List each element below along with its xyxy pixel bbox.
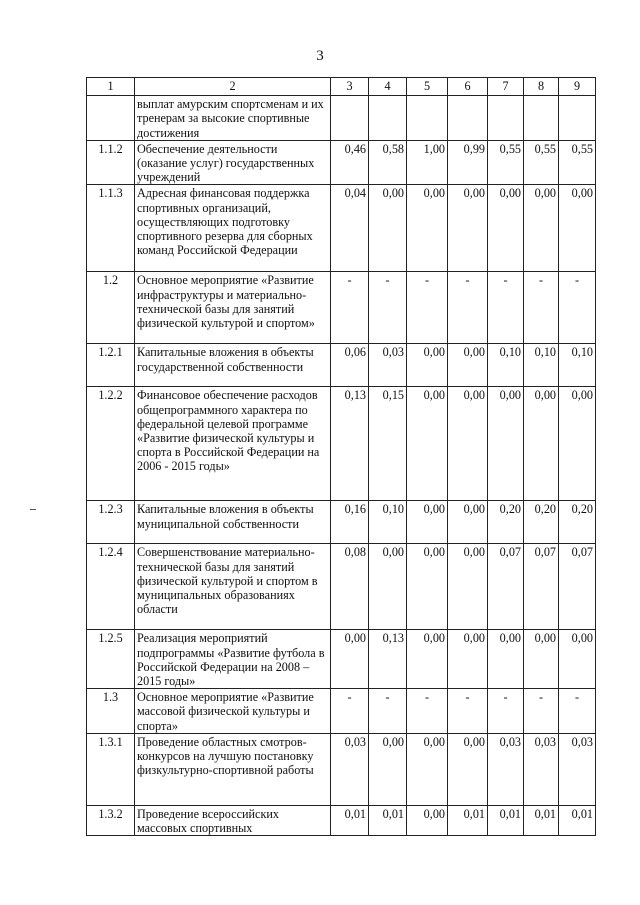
value-cell: 0,16: [331, 501, 369, 544]
value-cell: [488, 96, 524, 141]
value-cell: 0,01: [448, 805, 488, 835]
value-cell: 0,15: [369, 387, 407, 501]
value-cell: 0,00: [369, 544, 407, 630]
value-cell: 0,00: [448, 185, 488, 272]
header-cell: 4: [369, 78, 407, 96]
value-cell: 0,00: [407, 630, 448, 689]
row-name-cell: Капитальные вложения в объекты муниципальной собственности: [135, 501, 331, 544]
value-cell: 0,55: [488, 140, 524, 185]
value-cell: -: [488, 689, 524, 734]
row-name-cell: Совершенствование материально-технической базы для занятий физической культурой и спортом в муниципальных образованиях области: [135, 544, 331, 630]
row-number-cell: 1.2.4: [87, 544, 135, 630]
value-cell: 0,20: [559, 501, 596, 544]
value-cell: 0,00: [407, 501, 448, 544]
value-cell: 0,00: [407, 733, 448, 805]
value-cell: 0,03: [488, 733, 524, 805]
value-cell: -: [448, 689, 488, 734]
value-cell: -: [448, 272, 488, 344]
value-cell: 0,03: [369, 344, 407, 387]
row-number-cell: 1.2.5: [87, 630, 135, 689]
value-cell: 0,03: [331, 733, 369, 805]
margin-mark: [30, 509, 36, 510]
value-cell: 0,00: [488, 630, 524, 689]
value-cell: 0,10: [369, 501, 407, 544]
row-number-cell: 1.3: [87, 689, 135, 734]
row-name-cell: выплат амурским спортсменам и их тренерам за высокие спортивные достижения: [135, 96, 331, 141]
table-row: [87, 544, 596, 630]
value-cell: [559, 96, 596, 141]
value-cell: [331, 96, 369, 141]
value-cell: -: [369, 689, 407, 734]
value-cell: 0,00: [524, 630, 559, 689]
value-cell: 0,55: [524, 140, 559, 185]
row-number-cell: 1.3.2: [87, 805, 135, 835]
table-row: [87, 96, 596, 141]
value-cell: 0,01: [331, 805, 369, 835]
value-cell: -: [559, 272, 596, 344]
table-row: [87, 805, 596, 835]
header-cell: 1: [87, 78, 135, 96]
value-cell: 0,20: [524, 501, 559, 544]
value-cell: 0,03: [559, 733, 596, 805]
value-cell: 0,00: [559, 185, 596, 272]
value-cell: 0,00: [448, 387, 488, 501]
value-cell: -: [407, 689, 448, 734]
value-cell: -: [559, 689, 596, 734]
value-cell: 0,00: [448, 501, 488, 544]
value-cell: 0,00: [524, 185, 559, 272]
value-cell: [448, 96, 488, 141]
value-cell: 0,10: [524, 344, 559, 387]
table-row: [87, 140, 596, 185]
value-cell: 0,00: [448, 544, 488, 630]
value-cell: -: [331, 689, 369, 734]
row-name-cell: Основное мероприятие «Развитие инфраструктуры и материально-технической базы для занятий физической культурой и спортом»: [135, 272, 331, 344]
value-cell: 0,01: [369, 805, 407, 835]
value-cell: 0,46: [331, 140, 369, 185]
table-row: [87, 387, 596, 501]
value-cell: 0,10: [488, 344, 524, 387]
table-row: [87, 689, 596, 734]
value-cell: 0,10: [559, 344, 596, 387]
row-name-cell: Капитальные вложения в объекты государственной собственности: [135, 344, 331, 387]
row-name-cell: Обеспечение деятельности (оказание услуг) государственных учреждений: [135, 140, 331, 185]
value-cell: 0,00: [369, 733, 407, 805]
table-row: [87, 344, 596, 387]
value-cell: 0,07: [488, 544, 524, 630]
value-cell: 0,00: [407, 344, 448, 387]
value-cell: 1,00: [407, 140, 448, 185]
table-row: [87, 272, 596, 344]
value-cell: 0,04: [331, 185, 369, 272]
value-cell: 0,08: [331, 544, 369, 630]
value-cell: 0,00: [488, 185, 524, 272]
row-name-cell: Проведение областных смотров-конкурсов на лучшую постановку физкультурно-спортивной работы: [135, 733, 331, 805]
header-cell: 5: [407, 78, 448, 96]
row-number-cell: 1.3.1: [87, 733, 135, 805]
value-cell: -: [369, 272, 407, 344]
header-cell: 9: [559, 78, 596, 96]
budget-table: [86, 77, 596, 836]
value-cell: 0,00: [524, 387, 559, 501]
table-row: [87, 501, 596, 544]
row-number-cell: [87, 96, 135, 141]
row-number-cell: 1.1.3: [87, 185, 135, 272]
value-cell: [369, 96, 407, 141]
value-cell: 0,06: [331, 344, 369, 387]
value-cell: 0,13: [331, 387, 369, 501]
row-name-cell: Финансовое обеспечение расходов общепрограммного характера по федеральной целевой программе «Развитие физической культуры и спорта в Российской Федерации на 2006 - 2015 годы»: [135, 387, 331, 501]
value-cell: 0,01: [488, 805, 524, 835]
value-cell: 0,07: [524, 544, 559, 630]
value-cell: 0,00: [559, 387, 596, 501]
row-name-cell: Основное мероприятие «Развитие массовой физической культуры и спорта»: [135, 689, 331, 734]
value-cell: -: [524, 689, 559, 734]
table-row: [87, 630, 596, 689]
value-cell: 0,01: [524, 805, 559, 835]
row-name-cell: Реализация мероприятий подпрограммы «Развитие футбола в Российской Федерации на 2008 – 2015 годы»: [135, 630, 331, 689]
row-name-cell: Проведение всероссийских массовых спортивных: [135, 805, 331, 835]
value-cell: 0,00: [407, 805, 448, 835]
page-number: 3: [316, 48, 324, 64]
value-cell: [407, 96, 448, 141]
value-cell: 0,13: [369, 630, 407, 689]
value-cell: 0,99: [448, 140, 488, 185]
value-cell: 0,00: [407, 387, 448, 501]
table-row: [87, 185, 596, 272]
row-number-cell: 1.1.2: [87, 140, 135, 185]
value-cell: 0,00: [448, 733, 488, 805]
value-cell: 0,00: [448, 630, 488, 689]
value-cell: 0,07: [559, 544, 596, 630]
value-cell: [524, 96, 559, 141]
value-cell: 0,00: [407, 544, 448, 630]
row-number-cell: 1.2.2: [87, 387, 135, 501]
header-cell: 2: [135, 78, 331, 96]
value-cell: 0,00: [448, 344, 488, 387]
header-row: [87, 78, 596, 96]
value-cell: -: [407, 272, 448, 344]
table-body: [87, 78, 596, 836]
row-number-cell: 1.2: [87, 272, 135, 344]
value-cell: 0,00: [488, 387, 524, 501]
value-cell: 0,55: [559, 140, 596, 185]
header-cell: 6: [448, 78, 488, 96]
value-cell: 0,00: [369, 185, 407, 272]
value-cell: -: [524, 272, 559, 344]
value-cell: -: [331, 272, 369, 344]
value-cell: -: [488, 272, 524, 344]
value-cell: 0,03: [524, 733, 559, 805]
value-cell: 0,58: [369, 140, 407, 185]
row-number-cell: 1.2.1: [87, 344, 135, 387]
table-row: [87, 733, 596, 805]
header-cell: 7: [488, 78, 524, 96]
value-cell: 0,00: [407, 185, 448, 272]
header-cell: 8: [524, 78, 559, 96]
value-cell: 0,00: [559, 630, 596, 689]
value-cell: 0,20: [488, 501, 524, 544]
value-cell: 0,01: [559, 805, 596, 835]
row-name-cell: Адресная финансовая поддержка спортивных организаций, осуществляющих подготовку спортивного резерва для сборных команд Российской Федерации: [135, 185, 331, 272]
row-number-cell: 1.2.3: [87, 501, 135, 544]
value-cell: 0,00: [331, 630, 369, 689]
header-cell: 3: [331, 78, 369, 96]
